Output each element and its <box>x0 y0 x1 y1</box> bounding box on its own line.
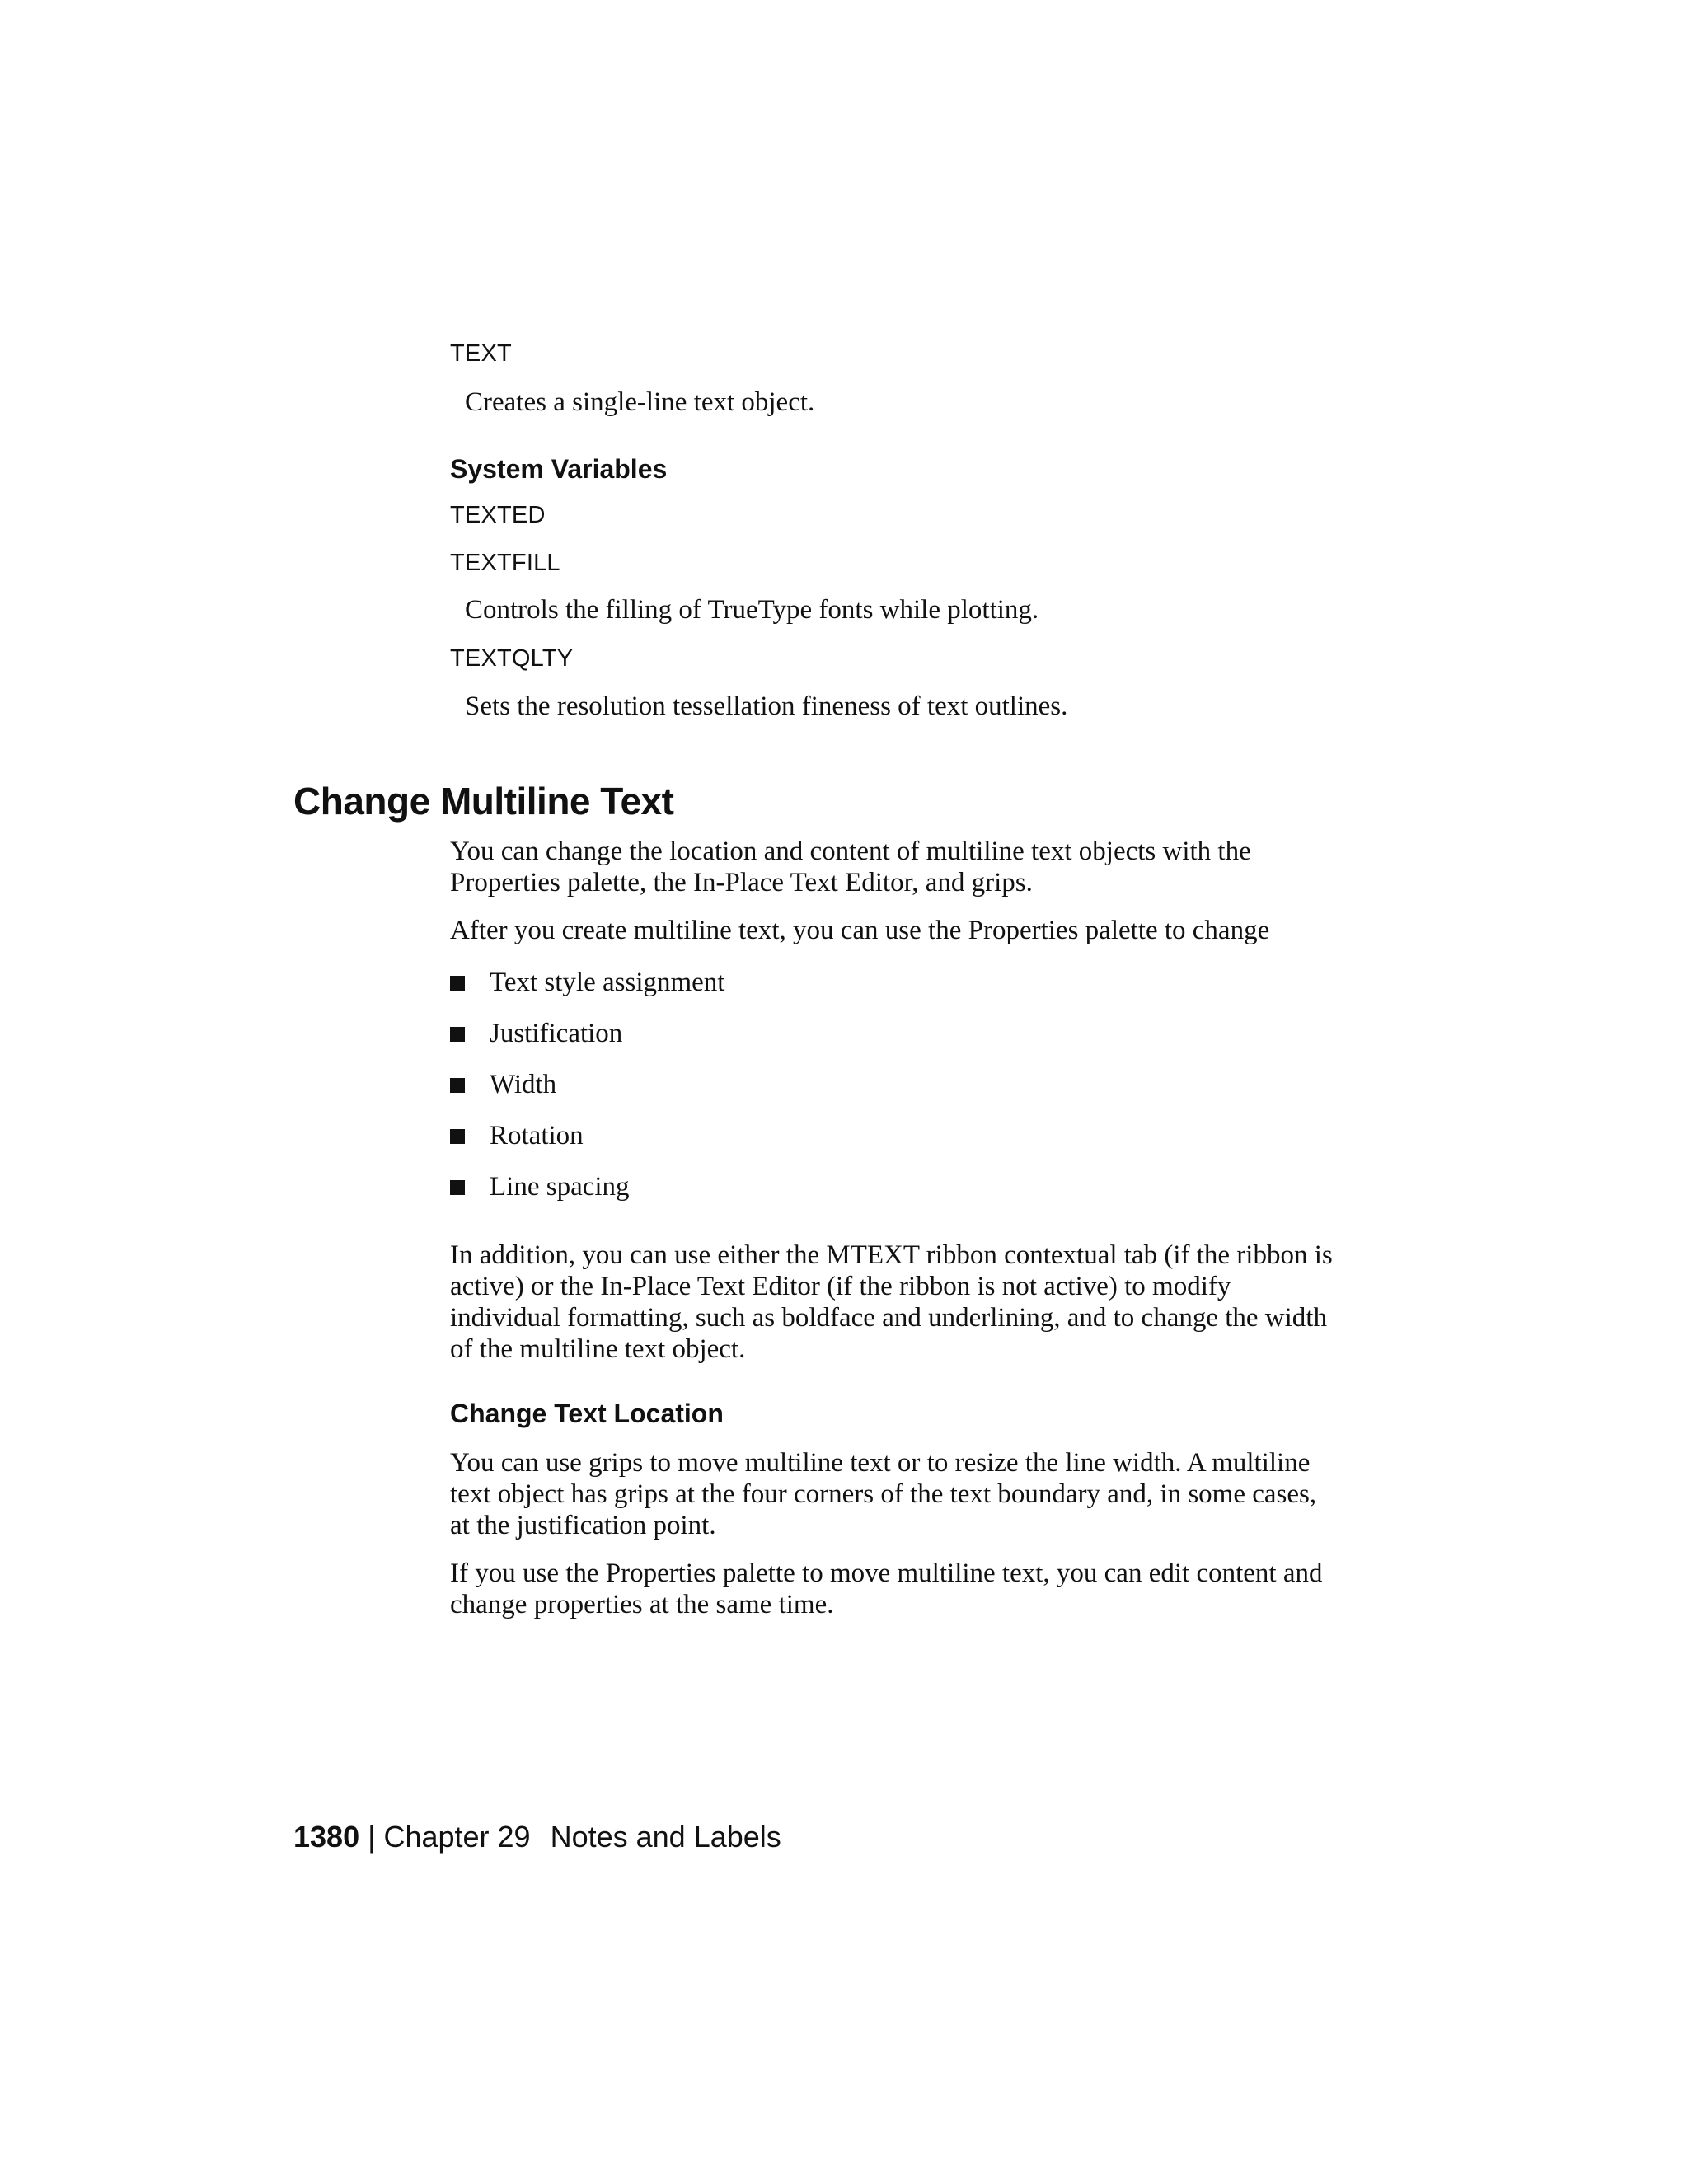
footer-separator: | <box>359 1820 384 1854</box>
bullet-marker <box>450 1129 465 1144</box>
variable-description-textfill: Controls the filling of TrueType fonts while plotting. <box>465 595 1039 625</box>
command-name-text: TEXT <box>450 340 512 367</box>
subsection-title: Change Text Location <box>450 1399 724 1428</box>
system-variables-heading: System Variables <box>450 454 668 484</box>
subsection-paragraph-properties: If you use the Properties palette to move multiline text, you can edit content and change properties at the same time. <box>450 1558 1323 1619</box>
list-item-label: Justification <box>490 1019 623 1048</box>
page-number: 1380 <box>293 1820 360 1854</box>
subsection-paragraph-grips: You can use grips to move multiline text or to resize the line width. A multiline text object has grips at the four corners of the text boundary and, in some cases, at the justification point. <box>450 1448 1317 1540</box>
variable-name-textfill: TEXTFILL <box>450 550 560 576</box>
list-item-label: Text style assignment <box>490 968 725 997</box>
command-description: Creates a single-line text object. <box>465 387 815 417</box>
section-lead-in-paragraph: After you create multiline text, you can use the Properties palette to change <box>450 916 1270 945</box>
variable-name-textqlty: TEXTQLTY <box>450 645 574 672</box>
list-item <box>450 1019 622 1049</box>
section-intro-paragraph: You can change the location and content of multiline text objects with the Properties palette, the In-Place Text Editor, and grips. <box>450 837 1251 898</box>
section-title: Change Multiline Text <box>293 780 674 823</box>
section-addition-paragraph: In addition, you can use either the MTEXT ribbon contextual tab (if the ribbon is active) or the In-Place Text Editor (if the ribbon is not active) to modify individual formatting, such as boldface and underlining, and to change the width of the multiline text object. <box>450 1240 1333 1364</box>
bullet-marker <box>450 1180 465 1195</box>
list-item-label: Rotation <box>490 1121 584 1151</box>
bullet-marker <box>450 976 465 991</box>
page-footer <box>293 1820 781 1854</box>
list-item-label: Width <box>490 1070 557 1099</box>
list-item-label: Line spacing <box>490 1172 630 1202</box>
list-item <box>450 1070 556 1100</box>
bullet-marker <box>450 1078 465 1093</box>
list-item <box>450 1172 630 1202</box>
variable-description-textqlty: Sets the resolution tessellation fineness of text outlines. <box>465 691 1068 721</box>
list-item <box>450 968 724 998</box>
chapter-title: Notes and Labels <box>550 1820 781 1854</box>
bullet-marker <box>450 1027 465 1042</box>
list-item <box>450 1121 584 1151</box>
variable-name-texted: TEXTED <box>450 502 546 528</box>
chapter-label: Chapter 29 <box>383 1820 531 1854</box>
